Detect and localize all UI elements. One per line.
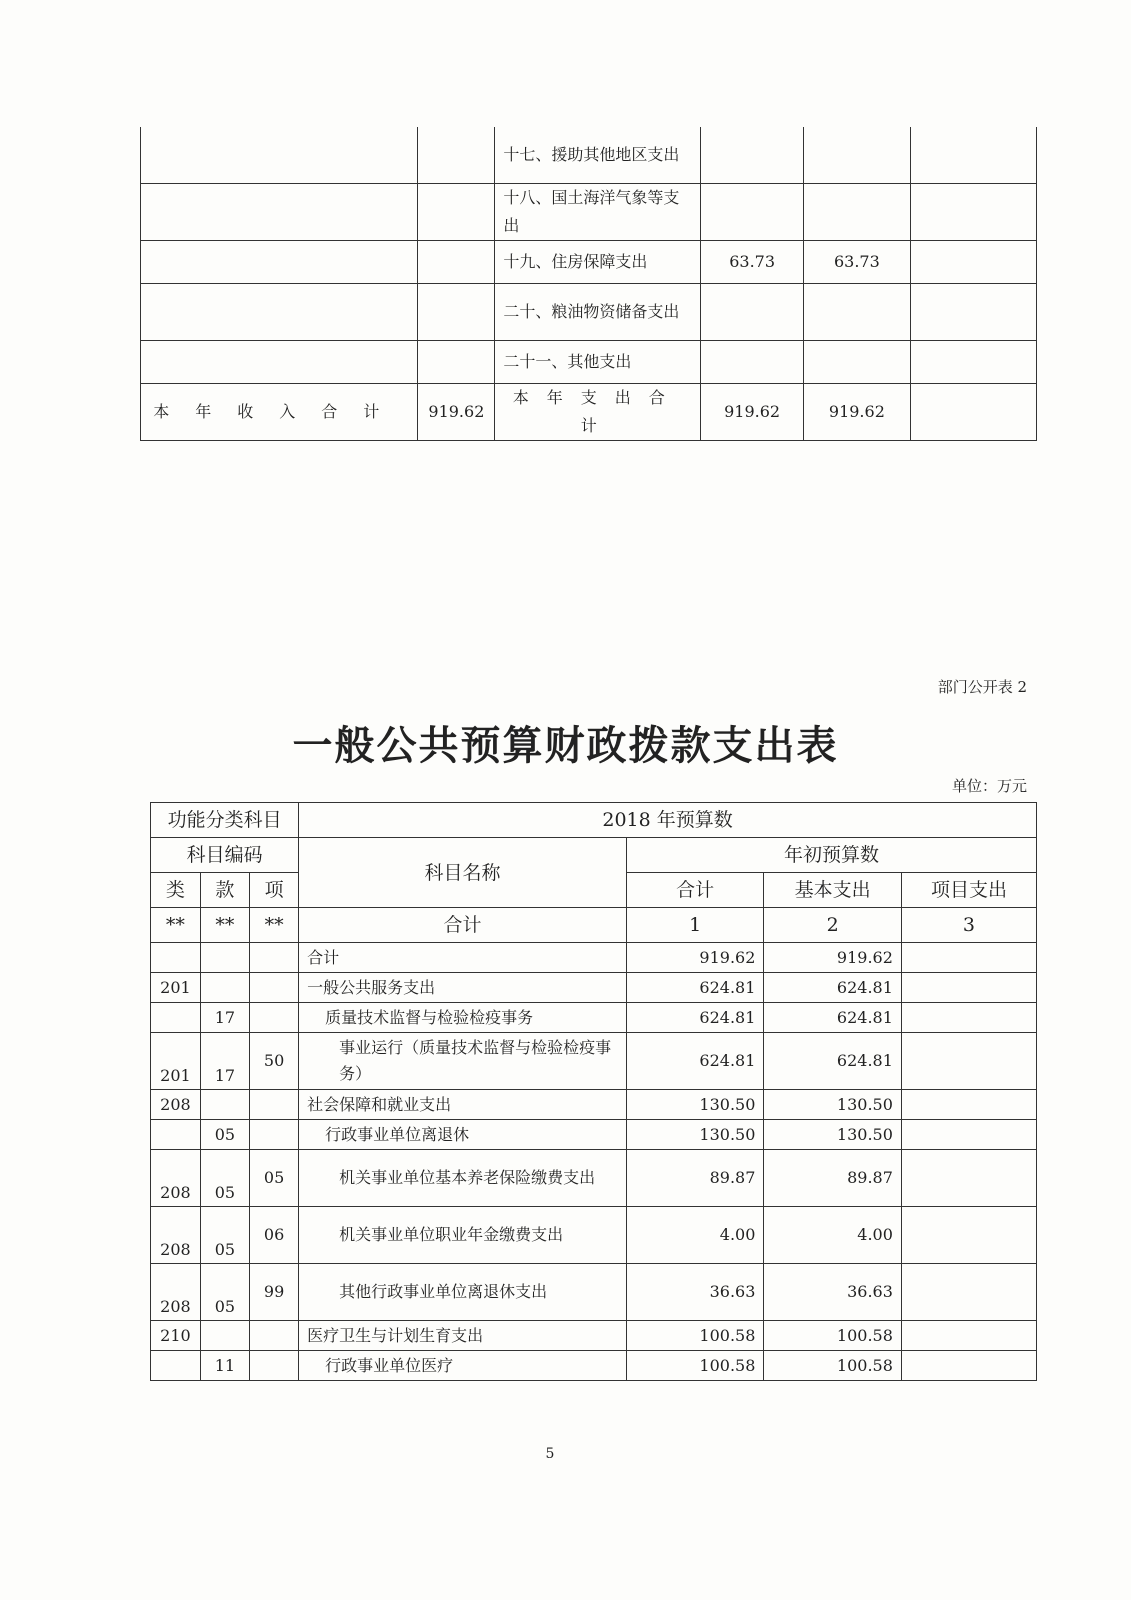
subject-name: 行政事业单位离退休 [299, 1120, 627, 1150]
index-cell: 1 [626, 908, 763, 943]
header-lei: 类 [151, 873, 201, 908]
code-xiang [250, 1120, 299, 1150]
amount-basic: 624.81 [764, 1033, 901, 1090]
amount-project [901, 1033, 1036, 1090]
index-cell: ** [250, 908, 299, 943]
page-number: 5 [545, 1446, 555, 1462]
total-row [141, 384, 1037, 441]
amount-total: 100.58 [626, 1351, 763, 1381]
code-xiang [250, 1321, 299, 1351]
table-row [151, 1120, 1037, 1150]
subject-name: 社会保障和就业支出 [299, 1090, 627, 1120]
code-xiang: 05 [250, 1150, 299, 1207]
code-lei [151, 1120, 201, 1150]
code-xiang [250, 1090, 299, 1120]
header-year-budget: 2018 年预算数 [299, 803, 1037, 838]
table-row [151, 1033, 1037, 1090]
expense-total-value: 919.62 [701, 384, 804, 441]
code-xiang: 99 [250, 1264, 299, 1321]
amount-project [901, 1120, 1036, 1150]
amount-basic: 130.50 [764, 1090, 901, 1120]
table-row [141, 341, 1037, 384]
amount-basic: 100.58 [764, 1321, 901, 1351]
expense-value: 63.73 [701, 241, 804, 284]
amount-project [901, 1351, 1036, 1381]
amount-project [901, 1264, 1036, 1321]
expense-value [701, 341, 804, 384]
code-kuan [200, 1090, 249, 1120]
expense-item: 十八、国土海洋气象等支出 [495, 184, 701, 241]
header-row [151, 838, 1037, 873]
expense-item: 二十一、其他支出 [495, 341, 701, 384]
header-kuan: 款 [200, 873, 249, 908]
table-row [151, 1150, 1037, 1207]
amount-total: 624.81 [626, 1033, 763, 1090]
subject-name: 事业运行（质量技术监督与检验检疫事务） [299, 1033, 627, 1090]
income-expense-table-continued [140, 127, 1037, 441]
budget-expense-table [150, 802, 1037, 1381]
code-kuan: 17 [200, 1003, 249, 1033]
expense-value [804, 184, 911, 241]
amount-project [901, 1090, 1036, 1120]
table-row [151, 1003, 1037, 1033]
code-lei [151, 943, 201, 973]
index-cell: ** [200, 908, 249, 943]
subject-name: 行政事业单位医疗 [299, 1351, 627, 1381]
amount-total: 624.81 [626, 973, 763, 1003]
amount-total: 624.81 [626, 1003, 763, 1033]
amount-total: 130.50 [626, 1090, 763, 1120]
code-lei: 201 [151, 1033, 201, 1090]
expense-item: 十九、住房保障支出 [495, 241, 701, 284]
expense-value [804, 284, 911, 341]
table-row [151, 943, 1037, 973]
code-lei: 208 [151, 1150, 201, 1207]
table-row [151, 1351, 1037, 1381]
code-lei: 208 [151, 1207, 201, 1264]
amount-project [901, 973, 1036, 1003]
header-xiang: 项 [250, 873, 299, 908]
amount-project [901, 943, 1036, 973]
expense-item: 二十、粮油物资储备支出 [495, 284, 701, 341]
amount-project [901, 1207, 1036, 1264]
expense-total-value: 919.62 [804, 384, 911, 441]
code-kuan [200, 973, 249, 1003]
header-basic: 基本支出 [764, 873, 901, 908]
amount-basic: 36.63 [764, 1264, 901, 1321]
table-row [141, 241, 1037, 284]
table-row [151, 1321, 1037, 1351]
amount-basic: 919.62 [764, 943, 901, 973]
table-row [151, 973, 1037, 1003]
code-xiang [250, 1003, 299, 1033]
amount-total: 89.87 [626, 1150, 763, 1207]
code-lei: 210 [151, 1321, 201, 1351]
amount-total: 36.63 [626, 1264, 763, 1321]
expense-value [804, 341, 911, 384]
amount-project [901, 1150, 1036, 1207]
table-row [151, 1090, 1037, 1120]
amount-total: 100.58 [626, 1321, 763, 1351]
table-row [151, 1264, 1037, 1321]
amount-total: 130.50 [626, 1120, 763, 1150]
header-project: 项目支出 [901, 873, 1036, 908]
subject-name: 其他行政事业单位离退休支出 [299, 1264, 627, 1321]
code-kuan: 05 [200, 1150, 249, 1207]
code-xiang [250, 1351, 299, 1381]
table-row [141, 284, 1037, 341]
page-title: 一般公共预算财政拨款支出表 [292, 723, 839, 769]
subject-name: 质量技术监督与检验检疫事务 [299, 1003, 627, 1033]
code-lei [151, 1003, 201, 1033]
amount-project [901, 1003, 1036, 1033]
subject-name: 机关事业单位基本养老保险缴费支出 [299, 1150, 627, 1207]
code-xiang: 50 [250, 1033, 299, 1090]
amount-total: 4.00 [626, 1207, 763, 1264]
subject-name: 医疗卫生与计划生育支出 [299, 1321, 627, 1351]
amount-basic: 130.50 [764, 1120, 901, 1150]
code-kuan: 05 [200, 1207, 249, 1264]
code-xiang [250, 973, 299, 1003]
code-kuan [200, 1321, 249, 1351]
code-kuan: 05 [200, 1264, 249, 1321]
index-cell: ** [151, 908, 201, 943]
expense-total-label: 本年支出合计 [495, 384, 701, 441]
expense-value [701, 184, 804, 241]
index-cell: 2 [764, 908, 901, 943]
subject-name: 机关事业单位职业年金缴费支出 [299, 1207, 627, 1264]
income-total-label: 本年收入合计 [141, 384, 418, 441]
expense-value [701, 284, 804, 341]
code-kuan [200, 943, 249, 973]
index-cell: 合计 [299, 908, 627, 943]
table-row [141, 184, 1037, 241]
amount-basic: 4.00 [764, 1207, 901, 1264]
amount-basic: 624.81 [764, 973, 901, 1003]
index-cell: 3 [901, 908, 1036, 943]
income-total-value: 919.62 [418, 384, 495, 441]
code-xiang: 06 [250, 1207, 299, 1264]
amount-basic: 100.58 [764, 1351, 901, 1381]
header-name: 科目名称 [299, 838, 627, 908]
expense-item: 十七、援助其他地区支出 [495, 127, 701, 184]
subject-name: 一般公共服务支出 [299, 973, 627, 1003]
code-kuan: 05 [200, 1120, 249, 1150]
code-kuan: 17 [200, 1033, 249, 1090]
header-code: 科目编码 [151, 838, 299, 873]
code-lei [151, 1351, 201, 1381]
header-row [151, 803, 1037, 838]
unit-label: 单位：万元 [951, 777, 1027, 795]
code-lei: 208 [151, 1090, 201, 1120]
amount-basic: 624.81 [764, 1003, 901, 1033]
expense-value [804, 127, 911, 184]
table-row [141, 127, 1037, 184]
table-row [151, 1207, 1037, 1264]
index-row [151, 908, 1037, 943]
code-kuan: 11 [200, 1351, 249, 1381]
amount-project [901, 1321, 1036, 1351]
code-lei: 201 [151, 973, 201, 1003]
amount-total: 919.62 [626, 943, 763, 973]
expense-value [701, 127, 804, 184]
header-initial-budget: 年初预算数 [626, 838, 1036, 873]
subject-name: 合计 [299, 943, 627, 973]
header-total: 合计 [626, 873, 763, 908]
header-func-class: 功能分类科目 [151, 803, 299, 838]
expense-value: 63.73 [804, 241, 911, 284]
amount-basic: 89.87 [764, 1150, 901, 1207]
code-xiang [250, 943, 299, 973]
form-number: 部门公开表 2 [937, 678, 1027, 696]
code-lei: 208 [151, 1264, 201, 1321]
